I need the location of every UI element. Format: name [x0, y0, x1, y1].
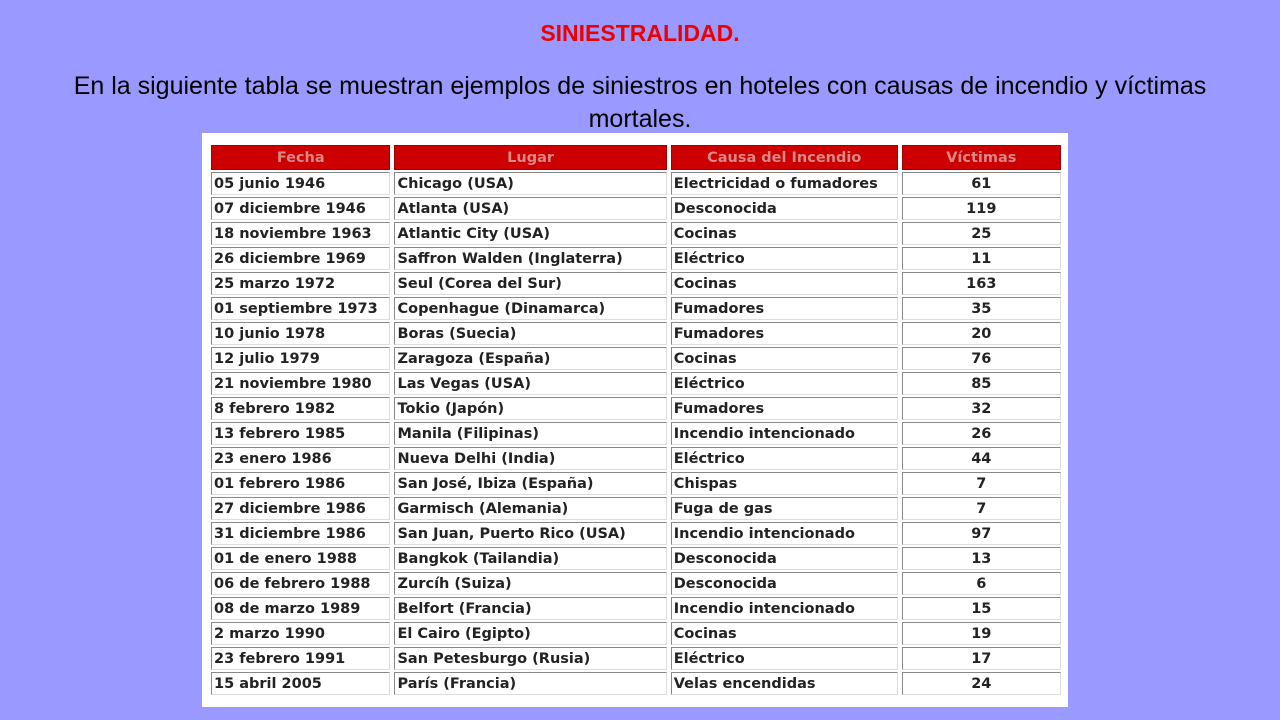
cell-lugar: Copenhague (Dinamarca): [394, 297, 666, 320]
cell-victimas: 25: [902, 222, 1061, 245]
cell-victimas: 44: [902, 447, 1061, 470]
cell-lugar: Tokio (Japón): [394, 397, 666, 420]
cell-fecha: 05 junio 1946: [211, 172, 390, 195]
cell-causa: Incendio intencionado: [671, 597, 898, 620]
table-row: [211, 372, 1061, 395]
table-row: [211, 322, 1061, 345]
cell-fecha: 01 febrero 1986: [211, 472, 390, 495]
cell-fecha: 07 diciembre 1946: [211, 197, 390, 220]
cell-causa: Eléctrico: [671, 247, 898, 270]
table-row: [211, 422, 1061, 445]
cell-fecha: 31 diciembre 1986: [211, 522, 390, 545]
cell-victimas: 13: [902, 547, 1061, 570]
table-row: [211, 397, 1061, 420]
table-row: [211, 222, 1061, 245]
cell-causa: Cocinas: [671, 622, 898, 645]
cell-fecha: 18 noviembre 1963: [211, 222, 390, 245]
cell-lugar: San Juan, Puerto Rico (USA): [394, 522, 666, 545]
cell-victimas: 97: [902, 522, 1061, 545]
cell-causa: Velas encendidas: [671, 672, 898, 695]
table-container: [202, 133, 1068, 707]
cell-fecha: 8 febrero 1982: [211, 397, 390, 420]
fires-table: [207, 143, 1065, 697]
cell-lugar: Seul (Corea del Sur): [394, 272, 666, 295]
cell-victimas: 19: [902, 622, 1061, 645]
table-row: [211, 247, 1061, 270]
cell-causa: Cocinas: [671, 272, 898, 295]
header-fecha: Fecha: [211, 145, 390, 170]
table-row: [211, 647, 1061, 670]
cell-fecha: 25 marzo 1972: [211, 272, 390, 295]
cell-fecha: 23 enero 1986: [211, 447, 390, 470]
cell-lugar: Manila (Filipinas): [394, 422, 666, 445]
cell-victimas: 85: [902, 372, 1061, 395]
table-row: [211, 572, 1061, 595]
cell-causa: Desconocida: [671, 197, 898, 220]
cell-lugar: Belfort (Francia): [394, 597, 666, 620]
cell-lugar: Bangkok (Tailandia): [394, 547, 666, 570]
cell-victimas: 119: [902, 197, 1061, 220]
cell-victimas: 7: [902, 497, 1061, 520]
cell-fecha: 26 diciembre 1969: [211, 247, 390, 270]
cell-victimas: 76: [902, 347, 1061, 370]
cell-causa: Fumadores: [671, 397, 898, 420]
header-victimas: Víctimas: [902, 145, 1061, 170]
table-row: [211, 197, 1061, 220]
cell-victimas: 11: [902, 247, 1061, 270]
cell-lugar: Chicago (USA): [394, 172, 666, 195]
cell-causa: Cocinas: [671, 347, 898, 370]
table-row: [211, 172, 1061, 195]
cell-causa: Desconocida: [671, 547, 898, 570]
table-row: [211, 597, 1061, 620]
cell-causa: Chispas: [671, 472, 898, 495]
cell-fecha: 01 septiembre 1973: [211, 297, 390, 320]
cell-victimas: 26: [902, 422, 1061, 445]
cell-lugar: Zurcíh (Suiza): [394, 572, 666, 595]
cell-causa: Eléctrico: [671, 447, 898, 470]
table-body: [211, 172, 1061, 695]
cell-lugar: San Petesburgo (Rusia): [394, 647, 666, 670]
table-row: [211, 547, 1061, 570]
table-row: [211, 347, 1061, 370]
cell-victimas: 163: [902, 272, 1061, 295]
cell-lugar: Saffron Walden (Inglaterra): [394, 247, 666, 270]
table-row: [211, 472, 1061, 495]
cell-lugar: Atlantic City (USA): [394, 222, 666, 245]
cell-lugar: Las Vegas (USA): [394, 372, 666, 395]
cell-fecha: 12 julio 1979: [211, 347, 390, 370]
header-causa: Causa del Incendio: [671, 145, 898, 170]
table-row: [211, 622, 1061, 645]
table-row: [211, 447, 1061, 470]
cell-victimas: 7: [902, 472, 1061, 495]
cell-lugar: Garmisch (Alemania): [394, 497, 666, 520]
cell-victimas: 17: [902, 647, 1061, 670]
cell-victimas: 20: [902, 322, 1061, 345]
cell-causa: Incendio intencionado: [671, 522, 898, 545]
slide-title: SINIESTRALIDAD.: [540, 20, 740, 46]
cell-causa: Cocinas: [671, 222, 898, 245]
cell-victimas: 6: [902, 572, 1061, 595]
cell-lugar: Boras (Suecia): [394, 322, 666, 345]
cell-victimas: 32: [902, 397, 1061, 420]
table-row: [211, 522, 1061, 545]
cell-victimas: 24: [902, 672, 1061, 695]
cell-causa: Fumadores: [671, 297, 898, 320]
cell-fecha: 21 noviembre 1980: [211, 372, 390, 395]
cell-causa: Desconocida: [671, 572, 898, 595]
table-header-row: [211, 145, 1061, 170]
cell-fecha: 08 de marzo 1989: [211, 597, 390, 620]
cell-fecha: 01 de enero 1988: [211, 547, 390, 570]
cell-fecha: 13 febrero 1985: [211, 422, 390, 445]
slide-subtitle: En la siguiente tabla se muestran ejemplos de siniestros en hoteles con causas de incendio y víctimas mortales.: [73, 72, 1207, 133]
cell-victimas: 15: [902, 597, 1061, 620]
cell-fecha: 06 de febrero 1988: [211, 572, 390, 595]
cell-fecha: 10 junio 1978: [211, 322, 390, 345]
cell-fecha: 15 abril 2005: [211, 672, 390, 695]
cell-causa: Eléctrico: [671, 647, 898, 670]
cell-victimas: 35: [902, 297, 1061, 320]
cell-causa: Eléctrico: [671, 372, 898, 395]
cell-fecha: 2 marzo 1990: [211, 622, 390, 645]
table-row: [211, 497, 1061, 520]
cell-fecha: 23 febrero 1991: [211, 647, 390, 670]
cell-lugar: El Cairo (Egipto): [394, 622, 666, 645]
cell-lugar: Atlanta (USA): [394, 197, 666, 220]
cell-causa: Fuga de gas: [671, 497, 898, 520]
table-row: [211, 297, 1061, 320]
cell-causa: Incendio intencionado: [671, 422, 898, 445]
header-lugar: Lugar: [394, 145, 666, 170]
table-row: [211, 272, 1061, 295]
cell-lugar: Zaragoza (España): [394, 347, 666, 370]
cell-lugar: San José, Ibiza (España): [394, 472, 666, 495]
cell-fecha: 27 diciembre 1986: [211, 497, 390, 520]
cell-causa: Electricidad o fumadores: [671, 172, 898, 195]
table-row: [211, 672, 1061, 695]
cell-lugar: París (Francia): [394, 672, 666, 695]
cell-causa: Fumadores: [671, 322, 898, 345]
cell-victimas: 61: [902, 172, 1061, 195]
cell-lugar: Nueva Delhi (India): [394, 447, 666, 470]
